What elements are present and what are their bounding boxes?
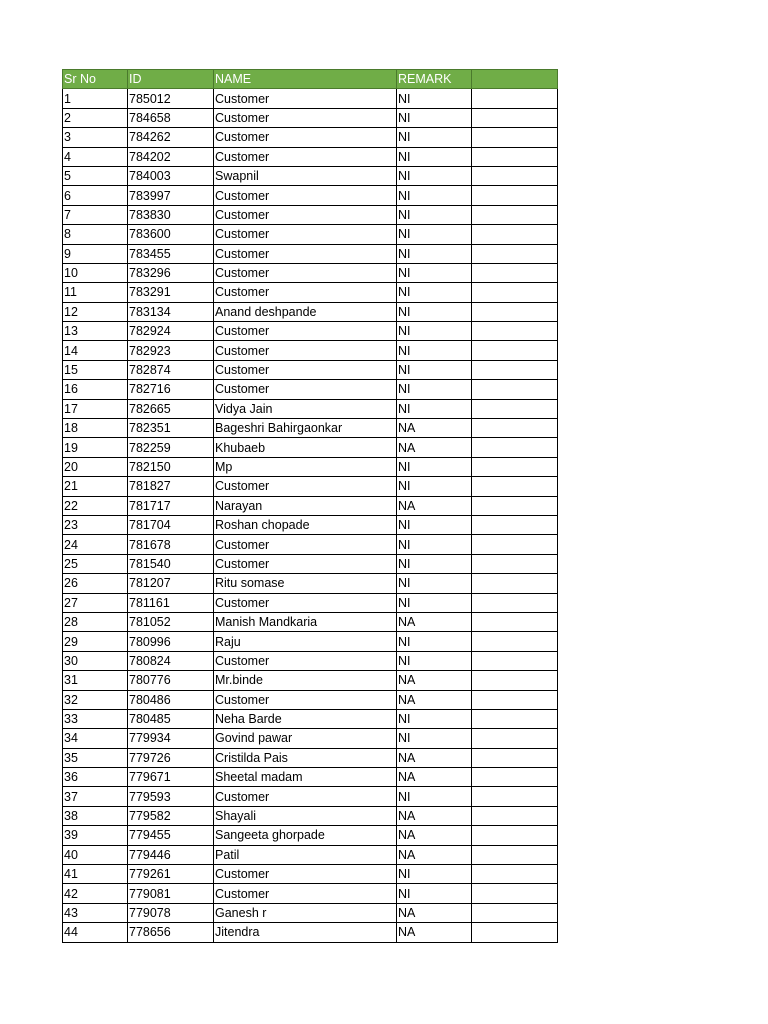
cell-id[interactable]: 779446 <box>128 845 214 864</box>
cell-sr-no[interactable]: 31 <box>63 671 128 690</box>
table-row <box>63 283 558 302</box>
cell-name[interactable]: Customer <box>214 690 397 709</box>
cell-remark[interactable]: NA <box>397 748 472 767</box>
cell-empty[interactable] <box>472 147 558 166</box>
table-row <box>63 166 558 185</box>
cell-empty[interactable] <box>472 477 558 496</box>
cell-name[interactable]: Customer <box>214 263 397 282</box>
cell-name[interactable]: Mr.binde <box>214 671 397 690</box>
cell-id[interactable]: 781717 <box>128 496 214 515</box>
cell-empty[interactable] <box>472 263 558 282</box>
table-row <box>63 729 558 748</box>
table-row <box>63 632 558 651</box>
cell-id[interactable]: 781207 <box>128 574 214 593</box>
cell-remark[interactable]: NI <box>397 709 472 728</box>
cell-name[interactable]: Mp <box>214 457 397 476</box>
table-row <box>63 806 558 825</box>
cell-sr-no[interactable]: 35 <box>63 748 128 767</box>
cell-id[interactable]: 779081 <box>128 884 214 903</box>
cell-remark[interactable]: NI <box>397 651 472 670</box>
cell-empty[interactable] <box>472 244 558 263</box>
cell-name[interactable]: Customer <box>214 108 397 127</box>
cell-remark[interactable]: NI <box>397 108 472 127</box>
cell-name[interactable]: Customer <box>214 865 397 884</box>
cell-sr-no[interactable]: 20 <box>63 457 128 476</box>
cell-sr-no[interactable]: 1 <box>63 89 128 108</box>
cell-empty[interactable] <box>472 554 558 573</box>
cell-name[interactable]: Sheetal madam <box>214 768 397 787</box>
table-row <box>63 923 558 942</box>
cell-id[interactable]: 781827 <box>128 477 214 496</box>
header-sr-no[interactable]: Sr No <box>63 70 128 89</box>
cell-empty[interactable] <box>472 438 558 457</box>
cell-empty[interactable] <box>472 399 558 418</box>
cell-empty[interactable] <box>472 166 558 185</box>
cell-name[interactable]: Customer <box>214 147 397 166</box>
cell-empty[interactable] <box>472 574 558 593</box>
cell-remark[interactable]: NA <box>397 612 472 631</box>
cell-id[interactable]: 781704 <box>128 515 214 534</box>
cell-remark[interactable]: NI <box>397 263 472 282</box>
cell-id[interactable]: 784003 <box>128 166 214 185</box>
cell-sr-no[interactable]: 4 <box>63 147 128 166</box>
cell-empty[interactable] <box>472 923 558 942</box>
cell-remark[interactable]: NA <box>397 903 472 922</box>
cell-id[interactable]: 780996 <box>128 632 214 651</box>
cell-sr-no[interactable]: 27 <box>63 593 128 612</box>
table-row <box>63 535 558 554</box>
table-row <box>63 186 558 205</box>
cell-sr-no[interactable]: 3 <box>63 128 128 147</box>
cell-name[interactable]: Swapnil <box>214 166 397 185</box>
cell-name[interactable]: Khubaeb <box>214 438 397 457</box>
cell-sr-no[interactable]: 39 <box>63 826 128 845</box>
cell-empty[interactable] <box>472 748 558 767</box>
cell-empty[interactable] <box>472 690 558 709</box>
cell-name[interactable]: Customer <box>214 341 397 360</box>
cell-id[interactable]: 783291 <box>128 283 214 302</box>
cell-empty[interactable] <box>472 89 558 108</box>
cell-empty[interactable] <box>472 515 558 534</box>
cell-empty[interactable] <box>472 535 558 554</box>
cell-sr-no[interactable]: 34 <box>63 729 128 748</box>
cell-sr-no[interactable]: 21 <box>63 477 128 496</box>
table-row <box>63 574 558 593</box>
table-row <box>63 845 558 864</box>
cell-remark[interactable]: NI <box>397 128 472 147</box>
cell-sr-no[interactable]: 30 <box>63 651 128 670</box>
cell-name[interactable]: Customer <box>214 186 397 205</box>
cell-remark[interactable]: NI <box>397 225 472 244</box>
cell-empty[interactable] <box>472 826 558 845</box>
cell-remark[interactable]: NI <box>397 477 472 496</box>
cell-sr-no[interactable]: 6 <box>63 186 128 205</box>
table-row <box>63 419 558 438</box>
cell-empty[interactable] <box>472 651 558 670</box>
cell-id[interactable]: 782716 <box>128 380 214 399</box>
data-table <box>62 69 558 943</box>
cell-empty[interactable] <box>472 845 558 864</box>
cell-sr-no[interactable]: 10 <box>63 263 128 282</box>
cell-sr-no[interactable]: 36 <box>63 768 128 787</box>
cell-name[interactable]: Customer <box>214 477 397 496</box>
table-row <box>63 108 558 127</box>
cell-name[interactable]: Manish Mandkaria <box>214 612 397 631</box>
table-row <box>63 593 558 612</box>
cell-id[interactable]: 784658 <box>128 108 214 127</box>
cell-empty[interactable] <box>472 205 558 224</box>
cell-sr-no[interactable]: 38 <box>63 806 128 825</box>
cell-name[interactable]: Cristilda Pais <box>214 748 397 767</box>
cell-empty[interactable] <box>472 709 558 728</box>
cell-remark[interactable]: NI <box>397 166 472 185</box>
cell-empty[interactable] <box>472 341 558 360</box>
table-row <box>63 380 558 399</box>
cell-name[interactable]: Roshan chopade <box>214 515 397 534</box>
cell-name[interactable]: Customer <box>214 554 397 573</box>
cell-id[interactable]: 781161 <box>128 593 214 612</box>
table-row <box>63 128 558 147</box>
cell-remark[interactable]: NI <box>397 884 472 903</box>
cell-name[interactable]: Customer <box>214 535 397 554</box>
cell-id[interactable]: 785012 <box>128 89 214 108</box>
cell-id[interactable]: 781052 <box>128 612 214 631</box>
cell-name[interactable]: Shayali <box>214 806 397 825</box>
cell-remark[interactable]: NI <box>397 89 472 108</box>
cell-name[interactable]: Patil <box>214 845 397 864</box>
header-id[interactable]: ID <box>128 70 214 89</box>
table-row <box>63 341 558 360</box>
cell-empty[interactable] <box>472 457 558 476</box>
cell-remark[interactable]: NI <box>397 535 472 554</box>
table-row <box>63 690 558 709</box>
cell-name[interactable]: Customer <box>214 225 397 244</box>
cell-empty[interactable] <box>472 419 558 438</box>
cell-sr-no[interactable]: 17 <box>63 399 128 418</box>
cell-sr-no[interactable]: 15 <box>63 360 128 379</box>
cell-empty[interactable] <box>472 283 558 302</box>
cell-remark[interactable]: NA <box>397 438 472 457</box>
cell-id[interactable]: 779582 <box>128 806 214 825</box>
cell-name[interactable]: Customer <box>214 128 397 147</box>
cell-sr-no[interactable]: 19 <box>63 438 128 457</box>
cell-sr-no[interactable]: 37 <box>63 787 128 806</box>
table-row <box>63 322 558 341</box>
cell-sr-no[interactable]: 42 <box>63 884 128 903</box>
table-row <box>63 554 558 573</box>
cell-remark[interactable]: NI <box>397 632 472 651</box>
table-row <box>63 671 558 690</box>
cell-sr-no[interactable]: 7 <box>63 205 128 224</box>
cell-sr-no[interactable]: 44 <box>63 923 128 942</box>
cell-sr-no[interactable]: 16 <box>63 380 128 399</box>
cell-name[interactable]: Vidya Jain <box>214 399 397 418</box>
cell-sr-no[interactable]: 9 <box>63 244 128 263</box>
table-row <box>63 477 558 496</box>
cell-sr-no[interactable]: 25 <box>63 554 128 573</box>
cell-name[interactable]: Customer <box>214 787 397 806</box>
cell-name[interactable]: Customer <box>214 884 397 903</box>
cell-id[interactable]: 779078 <box>128 903 214 922</box>
cell-empty[interactable] <box>472 302 558 321</box>
cell-sr-no[interactable]: 18 <box>63 419 128 438</box>
cell-id[interactable]: 782351 <box>128 419 214 438</box>
cell-sr-no[interactable]: 12 <box>63 302 128 321</box>
cell-name[interactable]: Anand deshpande <box>214 302 397 321</box>
table-row <box>63 612 558 631</box>
table-row <box>63 651 558 670</box>
cell-empty[interactable] <box>472 768 558 787</box>
cell-remark[interactable]: NI <box>397 205 472 224</box>
cell-id[interactable]: 779934 <box>128 729 214 748</box>
cell-remark[interactable]: NI <box>397 554 472 573</box>
cell-remark[interactable]: NI <box>397 380 472 399</box>
cell-sr-no[interactable]: 41 <box>63 865 128 884</box>
cell-remark[interactable]: NA <box>397 768 472 787</box>
table-row <box>63 244 558 263</box>
cell-remark[interactable]: NA <box>397 806 472 825</box>
cell-name[interactable]: Bageshri Bahirgaonkar <box>214 419 397 438</box>
cell-id[interactable]: 779593 <box>128 787 214 806</box>
table-row <box>63 515 558 534</box>
cell-name[interactable]: Customer <box>214 593 397 612</box>
cell-remark[interactable]: NI <box>397 457 472 476</box>
cell-name[interactable]: Customer <box>214 380 397 399</box>
cell-empty[interactable] <box>472 787 558 806</box>
cell-id[interactable]: 779261 <box>128 865 214 884</box>
cell-sr-no[interactable]: 13 <box>63 322 128 341</box>
cell-empty[interactable] <box>472 108 558 127</box>
cell-sr-no[interactable]: 40 <box>63 845 128 864</box>
cell-remark[interactable]: NI <box>397 399 472 418</box>
cell-id[interactable]: 779671 <box>128 768 214 787</box>
table-row <box>63 302 558 321</box>
cell-id[interactable]: 778656 <box>128 923 214 942</box>
cell-sr-no[interactable]: 14 <box>63 341 128 360</box>
cell-id[interactable]: 783600 <box>128 225 214 244</box>
cell-sr-no[interactable]: 26 <box>63 574 128 593</box>
cell-empty[interactable] <box>472 806 558 825</box>
cell-empty[interactable] <box>472 128 558 147</box>
cell-remark[interactable]: NA <box>397 671 472 690</box>
cell-sr-no[interactable]: 43 <box>63 903 128 922</box>
header-empty[interactable] <box>472 70 558 89</box>
cell-id[interactable]: 782923 <box>128 341 214 360</box>
cell-remark[interactable]: NI <box>397 186 472 205</box>
cell-id[interactable]: 781540 <box>128 554 214 573</box>
cell-remark[interactable]: NI <box>397 865 472 884</box>
cell-id[interactable]: 780776 <box>128 671 214 690</box>
cell-name[interactable]: Raju <box>214 632 397 651</box>
cell-empty[interactable] <box>472 903 558 922</box>
cell-id[interactable]: 782259 <box>128 438 214 457</box>
cell-empty[interactable] <box>472 186 558 205</box>
table-row <box>63 768 558 787</box>
cell-empty[interactable] <box>472 496 558 515</box>
cell-remark[interactable]: NI <box>397 341 472 360</box>
cell-remark[interactable]: NI <box>397 515 472 534</box>
cell-id[interactable]: 783134 <box>128 302 214 321</box>
cell-sr-no[interactable]: 23 <box>63 515 128 534</box>
table-row <box>63 787 558 806</box>
cell-empty[interactable] <box>472 865 558 884</box>
cell-name[interactable]: Customer <box>214 89 397 108</box>
cell-id[interactable]: 781678 <box>128 535 214 554</box>
cell-id[interactable]: 784262 <box>128 128 214 147</box>
cell-empty[interactable] <box>472 729 558 748</box>
cell-empty[interactable] <box>472 671 558 690</box>
cell-id[interactable]: 783296 <box>128 263 214 282</box>
cell-remark[interactable]: NI <box>397 360 472 379</box>
table-row <box>63 826 558 845</box>
table-row <box>63 360 558 379</box>
cell-sr-no[interactable]: 8 <box>63 225 128 244</box>
cell-sr-no[interactable]: 29 <box>63 632 128 651</box>
table-row <box>63 709 558 728</box>
cell-name[interactable]: Narayan <box>214 496 397 515</box>
cell-name[interactable]: Customer <box>214 360 397 379</box>
cell-id[interactable]: 782665 <box>128 399 214 418</box>
cell-name[interactable]: Customer <box>214 322 397 341</box>
cell-sr-no[interactable]: 33 <box>63 709 128 728</box>
header-name[interactable]: NAME <box>214 70 397 89</box>
cell-remark[interactable]: NI <box>397 787 472 806</box>
cell-id[interactable]: 779726 <box>128 748 214 767</box>
cell-id[interactable]: 783830 <box>128 205 214 224</box>
cell-remark[interactable]: NA <box>397 419 472 438</box>
table-row <box>63 89 558 108</box>
table-row <box>63 903 558 922</box>
cell-sr-no[interactable]: 24 <box>63 535 128 554</box>
table-row <box>63 496 558 515</box>
cell-name[interactable]: Customer <box>214 651 397 670</box>
cell-sr-no[interactable]: 5 <box>63 166 128 185</box>
cell-id[interactable]: 784202 <box>128 147 214 166</box>
cell-remark[interactable]: NI <box>397 302 472 321</box>
cell-empty[interactable] <box>472 322 558 341</box>
cell-name[interactable]: Customer <box>214 244 397 263</box>
cell-id[interactable]: 782924 <box>128 322 214 341</box>
cell-name[interactable]: Jitendra <box>214 923 397 942</box>
cell-sr-no[interactable]: 32 <box>63 690 128 709</box>
cell-empty[interactable] <box>472 632 558 651</box>
cell-name[interactable]: Sangeeta ghorpade <box>214 826 397 845</box>
cell-sr-no[interactable]: 22 <box>63 496 128 515</box>
cell-remark[interactable]: NI <box>397 322 472 341</box>
cell-id[interactable]: 783997 <box>128 186 214 205</box>
cell-empty[interactable] <box>472 884 558 903</box>
cell-remark[interactable]: NA <box>397 496 472 515</box>
table-row <box>63 748 558 767</box>
cell-name[interactable]: Ganesh r <box>214 903 397 922</box>
cell-id[interactable]: 782150 <box>128 457 214 476</box>
cell-empty[interactable] <box>472 593 558 612</box>
header-remark[interactable]: REMARK <box>397 70 472 89</box>
cell-empty[interactable] <box>472 380 558 399</box>
table-row <box>63 205 558 224</box>
cell-empty[interactable] <box>472 612 558 631</box>
table-row <box>63 884 558 903</box>
cell-remark[interactable]: NI <box>397 244 472 263</box>
cell-remark[interactable]: NA <box>397 690 472 709</box>
cell-name[interactable]: Neha Barde <box>214 709 397 728</box>
cell-sr-no[interactable]: 2 <box>63 108 128 127</box>
table-row <box>63 147 558 166</box>
cell-sr-no[interactable]: 28 <box>63 612 128 631</box>
table-row <box>63 457 558 476</box>
cell-name[interactable]: Customer <box>214 283 397 302</box>
header-row <box>63 70 558 89</box>
cell-remark[interactable]: NI <box>397 283 472 302</box>
table-row <box>63 438 558 457</box>
cell-id[interactable]: 783455 <box>128 244 214 263</box>
cell-empty[interactable] <box>472 360 558 379</box>
cell-remark[interactable]: NI <box>397 574 472 593</box>
cell-name[interactable]: Customer <box>214 205 397 224</box>
cell-id[interactable]: 780486 <box>128 690 214 709</box>
cell-empty[interactable] <box>472 225 558 244</box>
cell-remark[interactable]: NI <box>397 147 472 166</box>
cell-id[interactable]: 780485 <box>128 709 214 728</box>
spreadsheet-sheet <box>62 69 558 943</box>
table-body <box>63 89 558 942</box>
cell-remark[interactable]: NI <box>397 729 472 748</box>
table-row <box>63 865 558 884</box>
table-row <box>63 399 558 418</box>
cell-name[interactable]: Ritu somase <box>214 574 397 593</box>
table-row <box>63 225 558 244</box>
cell-name[interactable]: Govind pawar <box>214 729 397 748</box>
cell-id[interactable]: 779455 <box>128 826 214 845</box>
cell-id[interactable]: 780824 <box>128 651 214 670</box>
table-row <box>63 263 558 282</box>
cell-remark[interactable]: NA <box>397 826 472 845</box>
cell-remark[interactable]: NA <box>397 845 472 864</box>
cell-remark[interactable]: NI <box>397 593 472 612</box>
cell-id[interactable]: 782874 <box>128 360 214 379</box>
cell-remark[interactable]: NA <box>397 923 472 942</box>
cell-sr-no[interactable]: 11 <box>63 283 128 302</box>
